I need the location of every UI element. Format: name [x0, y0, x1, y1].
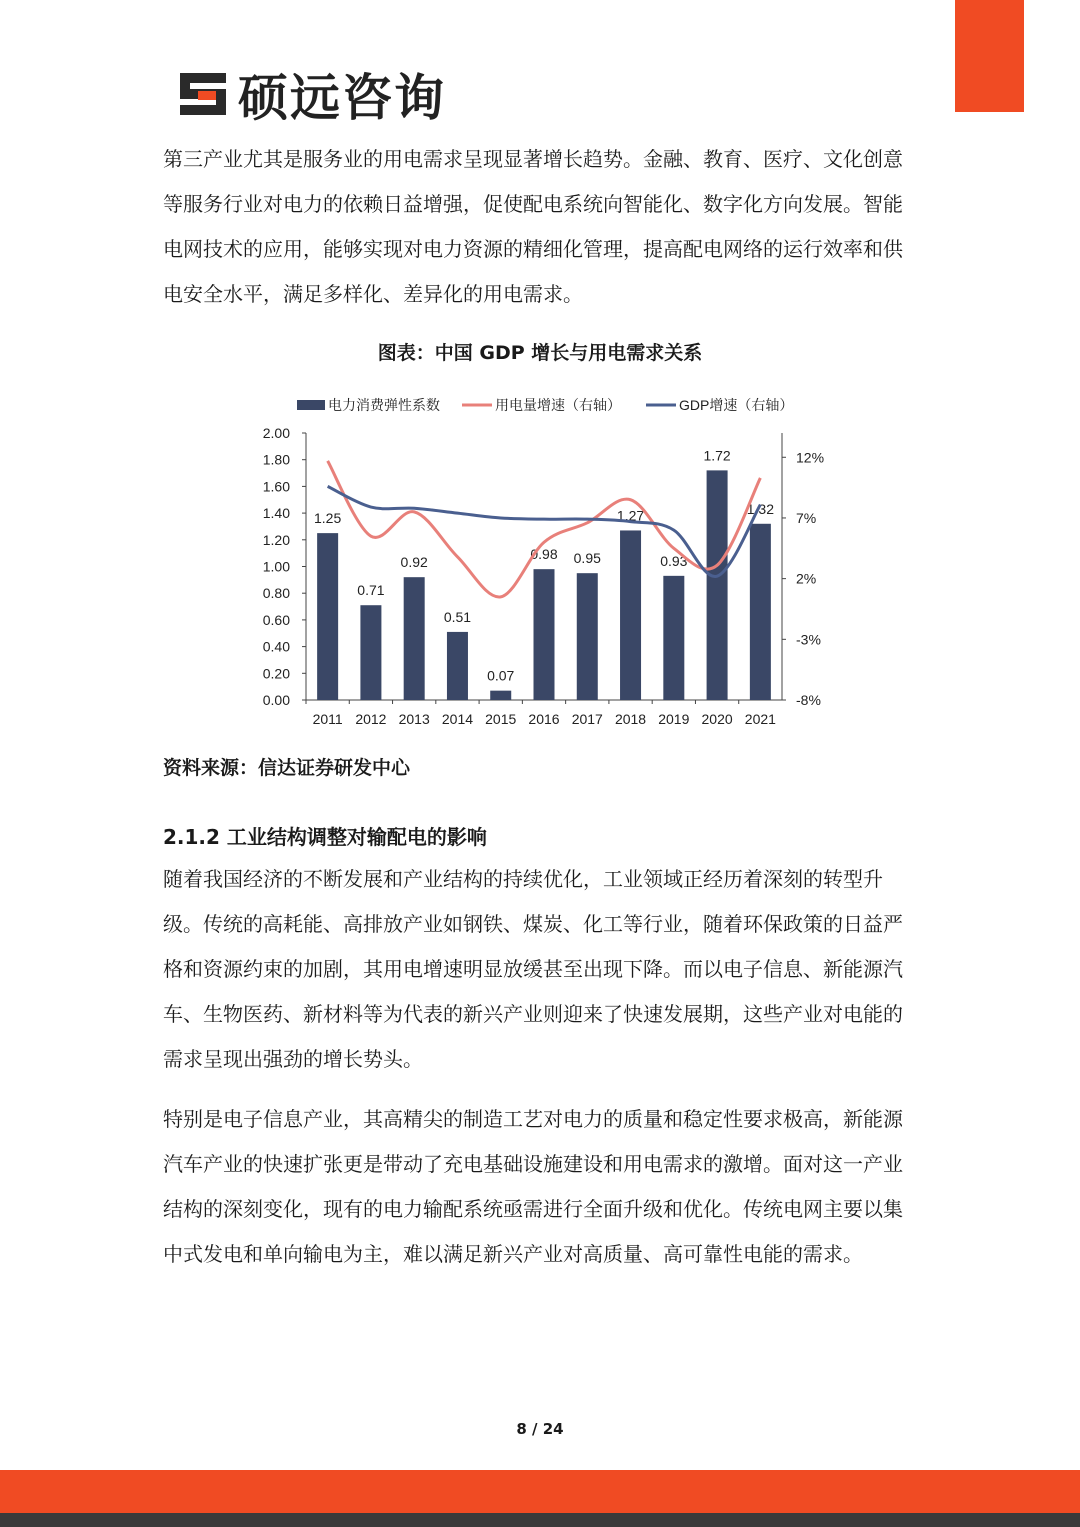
footer-dark-bar — [0, 1513, 1080, 1527]
bar-value-label: 0.95 — [573, 550, 601, 567]
footer-accent-bar — [0, 1470, 1080, 1513]
right-tick-label: -8% — [796, 692, 821, 708]
section-paragraph-2: 特别是电子信息产业，其高精尖的制造工艺对电力的质量和稳定性要求极高，新能源汽车产业的快速扩张更是带动了充电基础设施建设和用电需求的激增。面对这一产业结构的深刻变化，现有的电力输配系统亟需进行全面升级和优化。传统电网主要以集中式发电和单向输电为主，难以满足新兴产业对高质量、高可靠性电能的需求。 — [163, 1107, 903, 1266]
x-tick-label: 2018 — [614, 711, 647, 727]
gdp-growth-line — [328, 486, 761, 576]
bar-value-label: 0.92 — [400, 554, 428, 571]
x-tick-label: 2017 — [571, 711, 603, 727]
x-tick-label: 2020 — [701, 711, 733, 727]
bar-2020 — [707, 470, 728, 700]
section-paragraph-1: 随着我国经济的不断发展和产业结构的持续优化，工业领域正经历着深刻的转型升级。传统的高耗能、高排放产业如钢铁、煤炭、化工等行业，随着环保政策的日益严格和资源约束的加剧，其用电增速明显放缓甚至出现下降。而以电子信息、新能源汽车、生物医药、新材料等为代表的新兴产业则迎来了快速发展期，这些产业对电能的需求呈现出强劲的增长势头。 — [163, 867, 903, 1071]
bar-value-label: 1.32 — [746, 500, 774, 517]
bar-value-label: 1.27 — [616, 507, 645, 524]
x-tick-label: 2011 — [312, 711, 343, 727]
right-tick-label: -3% — [796, 631, 821, 648]
bar-2013 — [404, 577, 425, 700]
left-tick-label: 1.20 — [262, 531, 290, 548]
bar-value-label: 0.71 — [357, 582, 385, 599]
legend-electricity-growth-label: 用电量增速（右轴） — [495, 397, 621, 413]
x-tick-label: 2016 — [528, 711, 560, 727]
left-tick-label: 1.80 — [262, 451, 290, 468]
left-tick-label: 0.20 — [262, 665, 290, 682]
bar-2021 — [750, 524, 771, 700]
bar-2019 — [663, 576, 684, 700]
left-tick-label: 0.40 — [262, 638, 290, 655]
bar-2014 — [447, 632, 468, 700]
x-tick-label: 2019 — [658, 711, 690, 727]
section-heading: 2.1.2 工业结构调整对输配电的影响 — [163, 825, 487, 849]
x-tick-label: 2021 — [744, 711, 776, 727]
legend-elasticity-swatch — [297, 400, 325, 410]
x-tick-label: 2014 — [441, 711, 474, 727]
left-tick-label: 0.00 — [262, 692, 290, 708]
legend-gdp-growth-label: GDP增速（右轴） — [679, 397, 794, 413]
brand-logo — [176, 58, 446, 130]
x-tick-label: 2015 — [485, 711, 517, 727]
gdp-electricity-chart — [0, 385, 1080, 745]
bar-2017 — [577, 573, 598, 700]
left-tick-label: 2.00 — [262, 425, 290, 441]
left-tick-label: 1.60 — [262, 478, 290, 495]
logo-mark-icon — [176, 69, 230, 119]
right-tick-label: 2% — [796, 570, 817, 587]
brand-name: 硕远咨询 — [238, 69, 446, 127]
left-tick-label: 0.80 — [262, 585, 290, 602]
bar-2018 — [620, 530, 641, 700]
x-tick-label: 2012 — [355, 711, 387, 727]
x-tick-label: 2013 — [398, 711, 430, 727]
left-tick-label: 1.40 — [262, 505, 290, 522]
left-tick-label: 1.00 — [262, 558, 290, 575]
bar-2011 — [317, 533, 338, 700]
right-tick-label: 12% — [796, 449, 825, 466]
intro-paragraph: 第三产业尤其是服务业的用电需求呈现显著增长趋势。金融、教育、医疗、文化创意等服务行业对电力的依赖日益增强，促使配电系统向智能化、数字化方向发展。智能电网技术的应用，能够实现对电力资源的精细化管理，提高配电网络的运行效率和供电安全水平，满足多样化、差异化的用电需求。 — [163, 147, 903, 306]
bar-value-label: 1.25 — [314, 510, 342, 527]
source-note: 资料来源：信达证券研发中心 — [163, 757, 411, 779]
right-tick-label: 7% — [796, 509, 817, 526]
legend-elasticity-label: 电力消费弹性系数 — [328, 397, 440, 413]
bar-2012 — [360, 605, 381, 700]
corner-accent-bar — [955, 0, 1024, 112]
left-tick-label: 0.60 — [262, 611, 290, 628]
bar-value-label: 0.93 — [660, 552, 688, 569]
bar-2015 — [490, 691, 511, 700]
page-number: 8 / 24 — [516, 1420, 564, 1438]
bar-value-label: 0.07 — [487, 667, 515, 684]
bar-2016 — [534, 569, 555, 700]
bar-value-label: 0.98 — [530, 546, 558, 563]
figure-title: 图表：中国 GDP 增长与用电需求关系 — [377, 342, 703, 364]
bar-value-label: 1.72 — [703, 447, 731, 464]
bar-value-label: 0.51 — [443, 608, 472, 625]
